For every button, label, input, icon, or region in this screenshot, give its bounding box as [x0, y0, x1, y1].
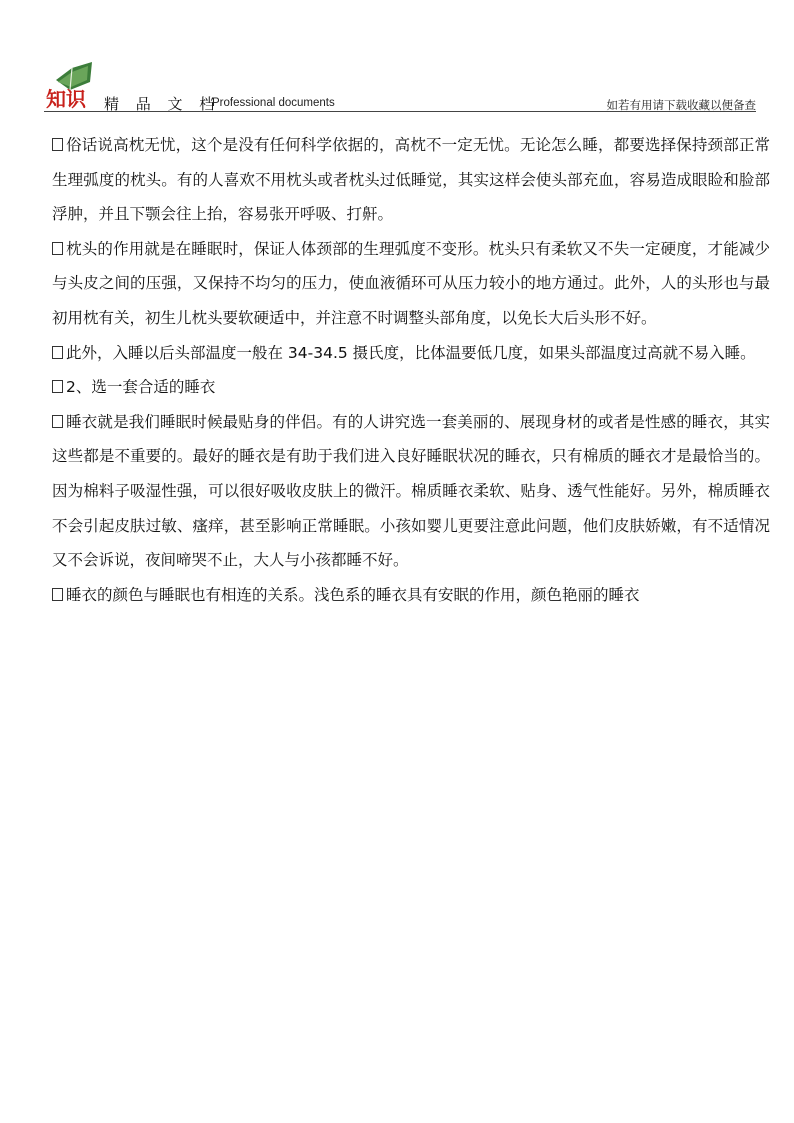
checkbox-glyph-icon	[52, 588, 63, 601]
book-logo-icon	[44, 50, 100, 110]
paragraph-text: 俗话说高枕无忧，这个是没有任何科学依据的，高枕不一定无忧。无论怎么睡，都要选择保持颈部正常生理弧度的枕头。有的人喜欢不用枕头或者枕头过低睡觉，其实这样会使头部充血，容易造成眼睑和脸部浮肿，并且下颚会往上抬，容易张开呼吸、打鼾。	[52, 136, 770, 224]
svg-text:知识: 知识	[46, 87, 86, 110]
checkbox-glyph-icon	[52, 346, 63, 359]
paragraph-text: 睡衣就是我们睡眠时候最贴身的伴侣。有的人讲究选一套美丽的、展现身材的或者是性感的睡衣，其实这些都是不重要的。最好的睡衣是有助于我们进入良好睡眠状况的睡衣，只有棉质的睡衣才是最恰当的。因为棉料子吸湿性强，可以很好吸收皮肤上的微汗。棉质睡衣柔软、贴身、透气性能好。另外，棉质睡衣不会引起皮肤过敏、瘙痒，甚至影响正常睡眠。小孩如婴儿更要注意此问题，他们皮肤娇嫩，有不适情况又不会诉说，夜间啼哭不止，大人与小孩都睡不好。	[52, 412, 770, 570]
paragraph	[52, 578, 770, 613]
checkbox-glyph-icon	[52, 415, 63, 428]
paragraph-text: 此外，入睡以后头部温度一般在 34-34.5 摄氏度，比体温要低几度，如果头部温度过高就不易入睡。	[66, 343, 756, 362]
paragraph-text: 睡衣的颜色与睡眠也有相连的关系。浅色系的睡衣具有安眠的作用，颜色艳丽的睡衣	[66, 585, 640, 604]
paragraph-text: 枕头的作用就是在睡眠时，保证人体颈部的生理弧度不变形。枕头只有柔软又不失一定硬度，才能减少与头皮之间的压强，又保持不均匀的压力，使血液循环可从压力较小的地方通过。此外，人的头形也与最初用枕有关，初生儿枕头要软硬适中，并注意不时调整头部角度，以免长大后头形不好。	[52, 239, 770, 327]
paragraph	[52, 232, 770, 336]
checkbox-glyph-icon	[52, 380, 63, 393]
section-heading	[52, 370, 770, 405]
checkbox-glyph-icon	[52, 242, 63, 255]
checkbox-glyph-icon	[52, 138, 63, 151]
document-body	[52, 128, 770, 612]
paragraph	[52, 128, 770, 232]
header-title: 精 品 文 档	[104, 95, 221, 113]
paragraph-text: 2、选一套合适的睡衣	[66, 378, 216, 397]
header-note: 如若有用请下载收藏以便备查	[606, 98, 756, 112]
paragraph	[52, 336, 770, 371]
header-divider	[44, 111, 756, 112]
header-subtitle: Professional documents	[212, 97, 335, 109]
paragraph	[52, 405, 770, 578]
page-header	[0, 0, 794, 112]
